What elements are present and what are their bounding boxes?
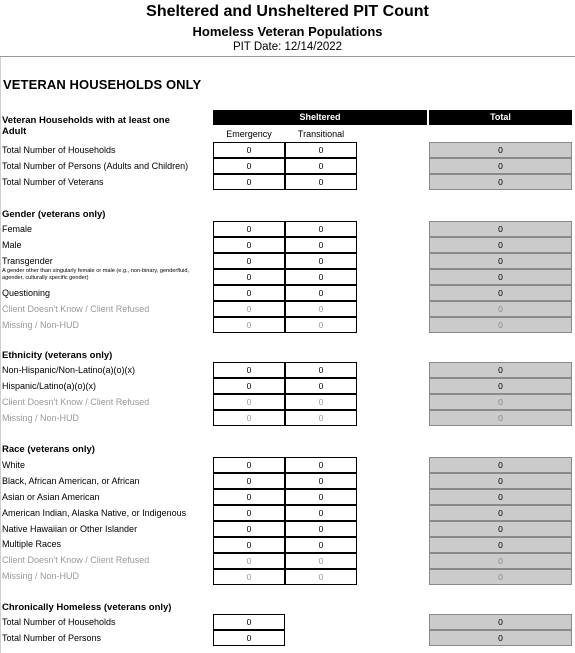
total-cell: 0 bbox=[429, 237, 572, 253]
total-cell: 0 bbox=[429, 253, 572, 269]
total-cell: 0 bbox=[429, 317, 572, 333]
transitional-cell: 0 bbox=[285, 378, 357, 394]
emergency-cell: 0 bbox=[213, 317, 285, 333]
transitional-cell: 0 bbox=[285, 473, 357, 489]
row-label: Total Number of Veterans bbox=[2, 177, 104, 187]
report-title: Sheltered and Unsheltered PIT Count bbox=[146, 3, 429, 20]
left-border bbox=[0, 57, 1, 653]
report-header bbox=[0, 0, 575, 57]
row-label: Transgender bbox=[2, 256, 53, 266]
section-heading-gender: Gender (veterans only) bbox=[2, 209, 106, 220]
pit-date: PIT Date: 12/14/2022 bbox=[232, 41, 343, 53]
emergency-cell: 0 bbox=[213, 253, 285, 269]
emergency-cell: 0 bbox=[213, 378, 285, 394]
emergency-cell: 0 bbox=[213, 410, 285, 426]
transitional-cell: 0 bbox=[285, 158, 357, 174]
total-cell: 0 bbox=[429, 505, 572, 521]
sheltered-header: Sheltered bbox=[213, 110, 427, 125]
total-cell: 0 bbox=[429, 473, 572, 489]
row-label: Client Doesn't Know / Client Refused bbox=[2, 555, 150, 565]
row-label: Total Number of Households bbox=[2, 617, 116, 627]
transitional-cell: 0 bbox=[285, 537, 357, 553]
section-heading-households-cont: Adult bbox=[2, 126, 27, 137]
row-label: Client Doesn't Know / Client Refused bbox=[2, 304, 150, 314]
transitional-cell: 0 bbox=[285, 553, 357, 569]
emergency-cell: 0 bbox=[213, 630, 285, 646]
row-label: Asian or Asian American bbox=[2, 492, 100, 502]
transitional-cell: 0 bbox=[285, 521, 357, 537]
emergency-cell: 0 bbox=[213, 142, 285, 158]
emergency-cell: 0 bbox=[213, 394, 285, 410]
emergency-cell: 0 bbox=[213, 537, 285, 553]
section-heading-chronically-homeless: Chronically Homeless (veterans only) bbox=[2, 602, 172, 613]
transitional-cell: 0 bbox=[285, 394, 357, 410]
total-cell: 0 bbox=[429, 614, 572, 630]
total-cell: 0 bbox=[429, 285, 572, 301]
emergency-cell: 0 bbox=[213, 285, 285, 301]
total-cell: 0 bbox=[429, 521, 572, 537]
transitional-cell: 0 bbox=[285, 505, 357, 521]
total-cell: 0 bbox=[429, 457, 572, 473]
total-cell: 0 bbox=[429, 174, 572, 190]
total-cell: 0 bbox=[429, 269, 572, 285]
total-cell: 0 bbox=[429, 630, 572, 646]
emergency-cell: 0 bbox=[213, 505, 285, 521]
row-label-note: A gender other than singularly female or male (e.g., non-binary, genderfluid, agender, culturally specific gender) bbox=[2, 268, 190, 281]
section-heading-ethnicity: Ethnicity (veterans only) bbox=[2, 350, 113, 361]
row-label: Client Doesn't Know / Client Refused bbox=[2, 397, 150, 407]
emergency-cell: 0 bbox=[213, 521, 285, 537]
row-label: Total Number of Persons bbox=[2, 633, 102, 643]
row-label: American Indian, Alaska Native, or Indigenous bbox=[2, 508, 187, 518]
row-label: Total Number of Households bbox=[2, 145, 116, 155]
emergency-cell: 0 bbox=[213, 269, 285, 285]
transitional-cell: 0 bbox=[285, 285, 357, 301]
report-subtitle: Homeless Veteran Populations bbox=[192, 24, 383, 39]
transitional-cell: 0 bbox=[285, 489, 357, 505]
transitional-cell: 0 bbox=[285, 253, 357, 269]
section-heading-race: Race (veterans only) bbox=[2, 444, 95, 455]
emergency-cell: 0 bbox=[213, 614, 285, 630]
emergency-cell: 0 bbox=[213, 569, 285, 585]
emergency-cell: 0 bbox=[213, 174, 285, 190]
emergency-cell: 0 bbox=[213, 553, 285, 569]
emergency-column-label: Emergency bbox=[226, 129, 272, 139]
total-cell: 0 bbox=[429, 158, 572, 174]
transitional-cell: 0 bbox=[285, 457, 357, 473]
total-cell: 0 bbox=[429, 394, 572, 410]
transitional-cell: 0 bbox=[285, 174, 357, 190]
emergency-cell: 0 bbox=[213, 489, 285, 505]
total-cell: 0 bbox=[429, 362, 572, 378]
row-label: White bbox=[2, 460, 26, 470]
total-cell: 0 bbox=[429, 378, 572, 394]
transitional-cell: 0 bbox=[285, 142, 357, 158]
page-title: VETERAN HOUSEHOLDS ONLY bbox=[3, 77, 202, 92]
total-cell: 0 bbox=[429, 142, 572, 158]
transitional-cell: 0 bbox=[285, 362, 357, 378]
row-label: Missing / Non-HUD bbox=[2, 571, 80, 581]
emergency-cell: 0 bbox=[213, 221, 285, 237]
row-label: Multiple Races bbox=[2, 539, 62, 549]
section-heading-households: Veteran Households with at least one bbox=[2, 115, 170, 126]
total-cell: 0 bbox=[429, 301, 572, 317]
total-cell: 0 bbox=[429, 489, 572, 505]
row-label: Non-Hispanic/Non-Latino(a)(o)(x) bbox=[2, 365, 136, 375]
emergency-cell: 0 bbox=[213, 301, 285, 317]
emergency-cell: 0 bbox=[213, 457, 285, 473]
total-cell: 0 bbox=[429, 569, 572, 585]
total-header: Total bbox=[429, 110, 572, 125]
total-cell: 0 bbox=[429, 410, 572, 426]
total-cell: 0 bbox=[429, 553, 572, 569]
emergency-cell: 0 bbox=[213, 362, 285, 378]
row-label: Missing / Non-HUD bbox=[2, 320, 80, 330]
row-label: Total Number of Persons (Adults and Children) bbox=[2, 161, 189, 171]
transitional-cell: 0 bbox=[285, 237, 357, 253]
emergency-cell: 0 bbox=[213, 237, 285, 253]
row-label: Female bbox=[2, 224, 33, 234]
transitional-column-label: Transitional bbox=[297, 129, 345, 139]
emergency-cell: 0 bbox=[213, 158, 285, 174]
row-label: Male bbox=[2, 240, 22, 250]
transitional-cell: 0 bbox=[285, 221, 357, 237]
row-label: Hispanic/Latino(a)(o)(x) bbox=[2, 381, 97, 391]
total-cell: 0 bbox=[429, 537, 572, 553]
total-cell: 0 bbox=[429, 221, 572, 237]
row-label: Questioning bbox=[2, 288, 51, 298]
transitional-cell: 0 bbox=[285, 317, 357, 333]
transitional-cell: 0 bbox=[285, 301, 357, 317]
transitional-cell: 0 bbox=[285, 269, 357, 285]
emergency-cell: 0 bbox=[213, 473, 285, 489]
transitional-cell: 0 bbox=[285, 569, 357, 585]
row-label: Native Hawaiian or Other Islander bbox=[2, 524, 138, 534]
row-label: Missing / Non-HUD bbox=[2, 413, 80, 423]
transitional-cell: 0 bbox=[285, 410, 357, 426]
row-label: Black, African American, or African bbox=[2, 476, 140, 486]
